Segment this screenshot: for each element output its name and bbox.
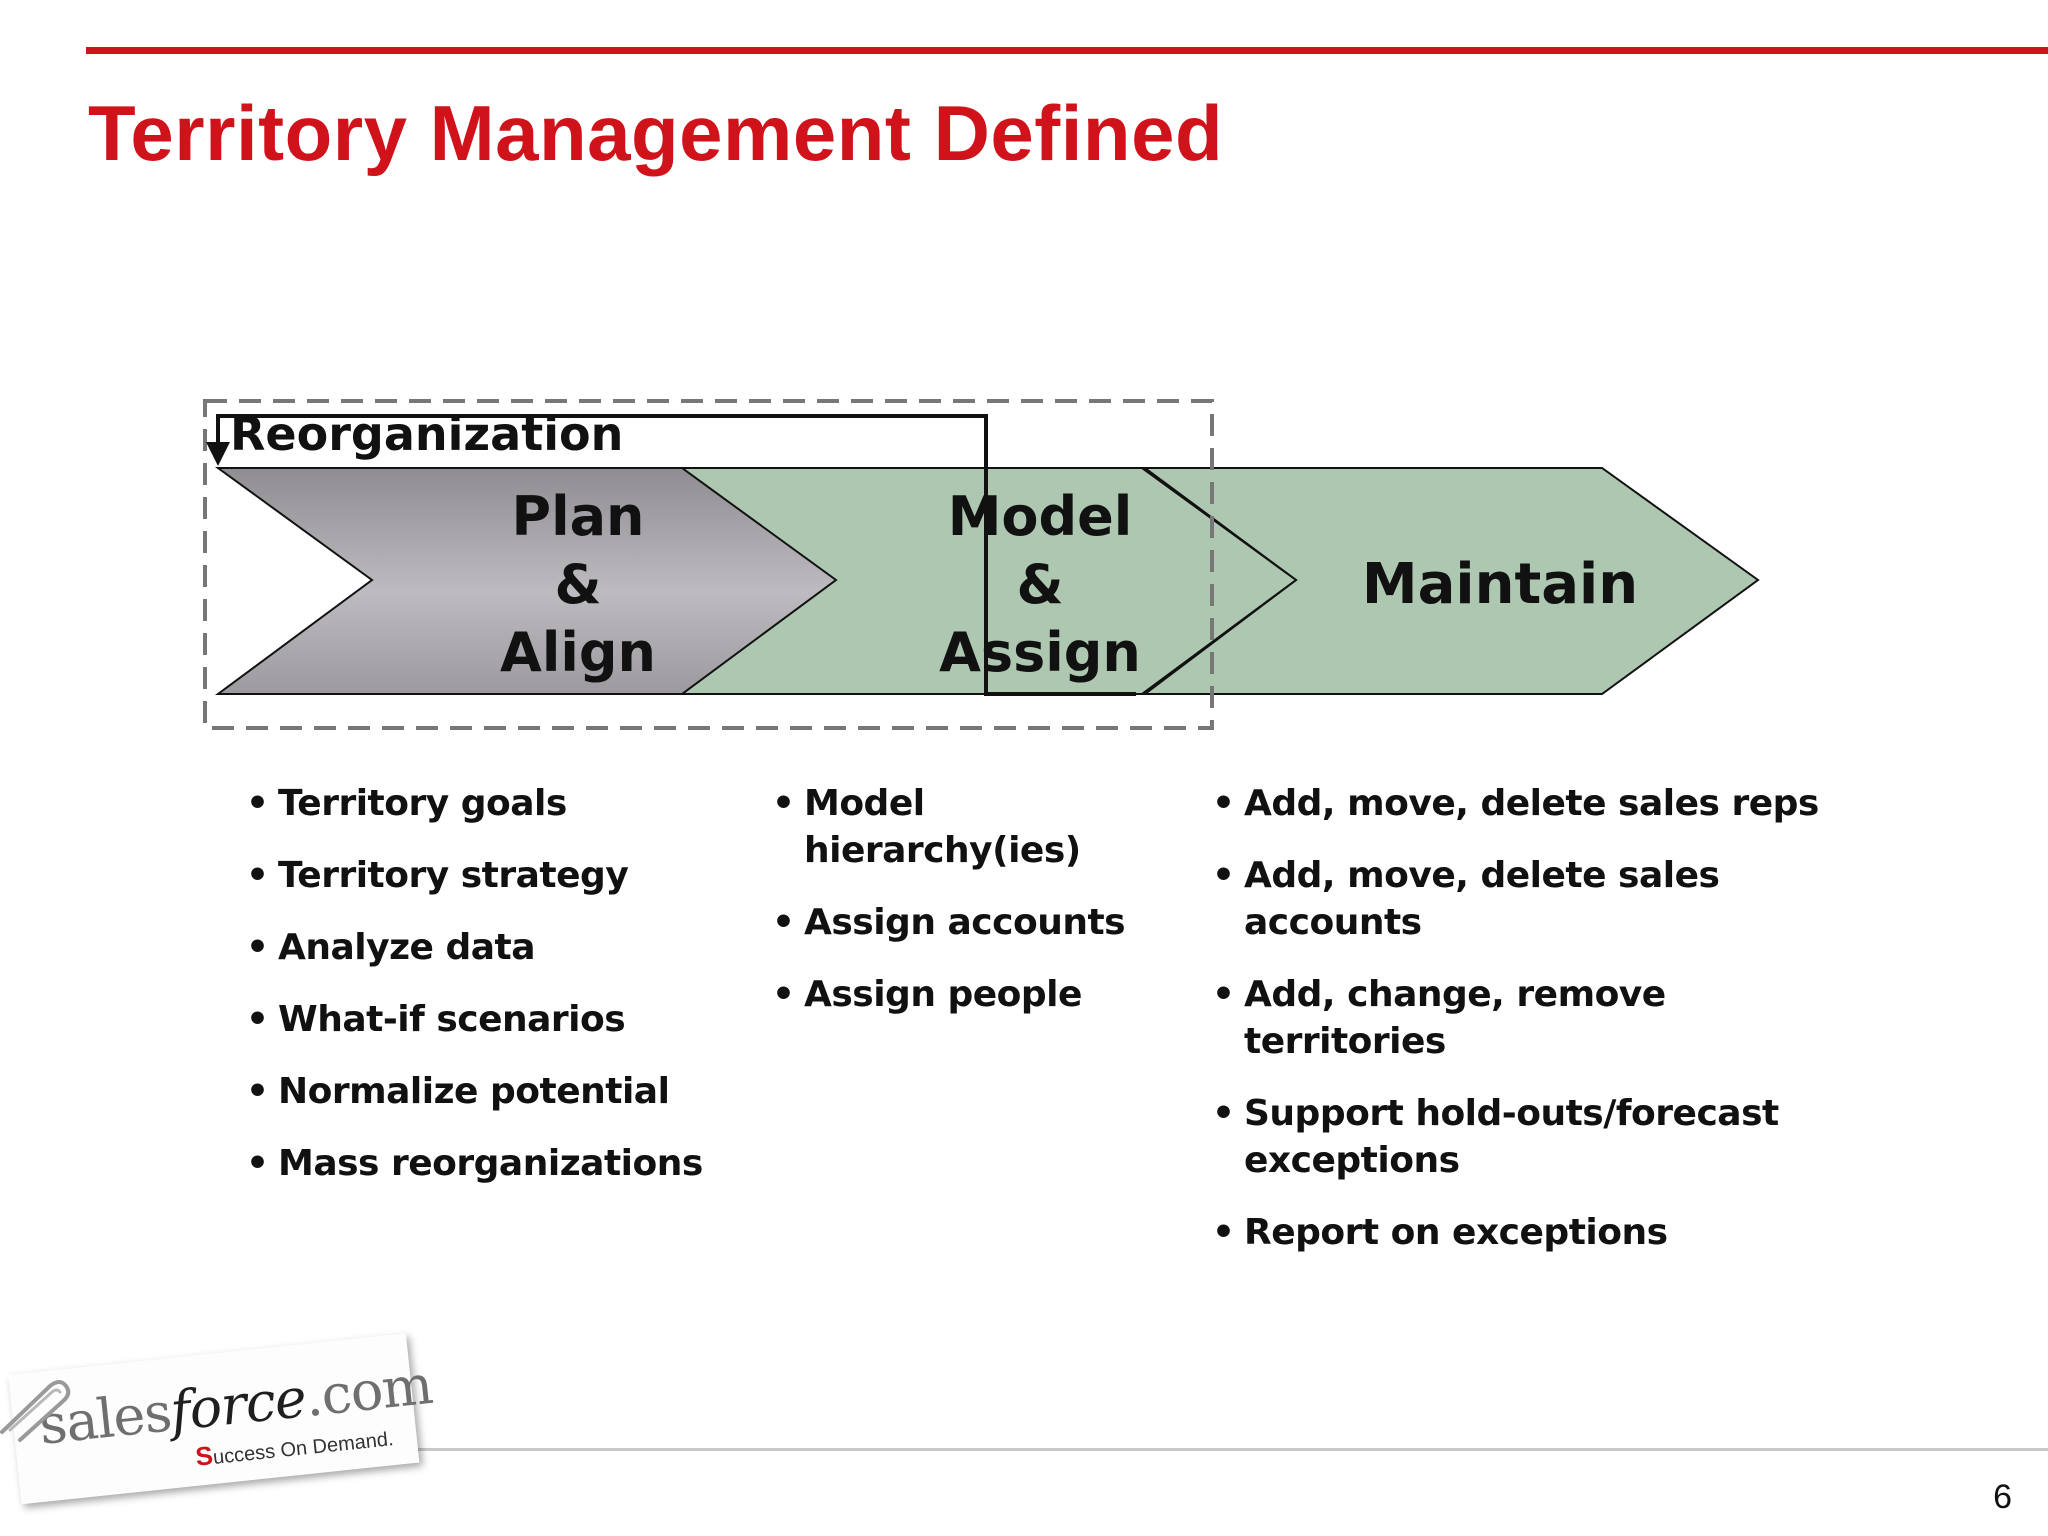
plan-align-tasks [246, 780, 746, 1212]
model-assign-tasks [772, 780, 1212, 1043]
list-item: • Normalize potential [246, 1068, 746, 1115]
list-item: • Model hierarchy(ies) [772, 780, 1212, 874]
plan-align-label-line-1: Plan [511, 485, 645, 548]
maintain-label: Maintain [1361, 552, 1639, 617]
list-item: • Add, move, delete sales reps [1212, 780, 1832, 827]
list-item: • Territory strategy [246, 852, 746, 899]
paperclip-icon [0, 1372, 74, 1442]
list-item: • Mass reorganizations [246, 1140, 746, 1187]
plan-align-label-line-3: Align [500, 621, 656, 684]
list-item: • Territory goals [246, 780, 746, 827]
list-item: • Support hold-outs/forecast exceptions [1212, 1090, 1832, 1184]
logo-wordmark: salesforce.com [36, 1352, 436, 1457]
logo-tagline: Success On Demand. [194, 1428, 395, 1472]
reorganization-label: Reorganization [230, 407, 624, 461]
model-assign-label-line-1: Model [947, 485, 1133, 548]
page-number: 6 [1993, 1478, 2012, 1516]
footer-rule [400, 1448, 2048, 1451]
plan-align-label-line-2: & [554, 553, 602, 616]
arrow-head-icon [206, 442, 230, 466]
maintain-tasks [1212, 780, 1832, 1281]
slide-title: Territory Management Defined [88, 89, 1224, 177]
list-item: • Add, move, delete sales accounts [1212, 852, 1832, 946]
list-item: • Report on exceptions [1212, 1209, 1832, 1256]
list-item: • What-if scenarios [246, 996, 746, 1043]
list-item: • Analyze data [246, 924, 746, 971]
list-item: • Add, change, remove territories [1212, 971, 1832, 1065]
list-item: • Assign accounts [772, 899, 1212, 946]
model-assign-label-line-2: & [1016, 553, 1064, 616]
list-item: • Assign people [772, 971, 1212, 1018]
model-assign-label-line-3: Assign [939, 621, 1141, 684]
